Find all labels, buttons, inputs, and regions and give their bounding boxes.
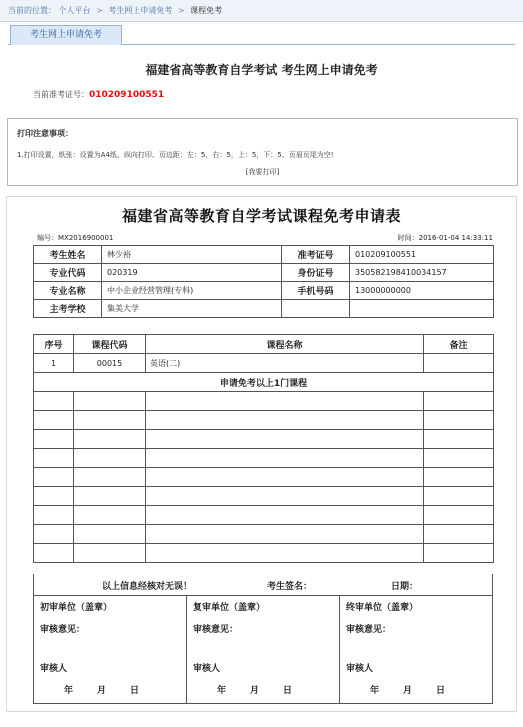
signature-label: 考生签名：: [267, 582, 313, 592]
day-label: 日: [130, 686, 140, 696]
empty-cell: [146, 392, 424, 411]
empty-cell: [146, 411, 424, 430]
ticket-number-label: 准考证号: [282, 246, 350, 264]
column-header-code: 课程代码: [74, 335, 146, 354]
month-label: 月: [97, 686, 107, 696]
phone-value: 13000000000: [350, 282, 494, 300]
approval-date: [217, 683, 316, 696]
empty-cell: [34, 449, 74, 468]
empty-cell: [34, 487, 74, 506]
table-row: [34, 487, 494, 506]
table-row: [34, 373, 494, 392]
serial-value: MX2016900001: [58, 234, 114, 242]
empty-cell: [146, 449, 424, 468]
table-row: [34, 246, 494, 264]
major-name-label: 专业名称: [34, 282, 102, 300]
course-remark: [424, 354, 494, 373]
major-name-value: 中小企业经营管理(专科): [102, 282, 282, 300]
table-row: [34, 354, 494, 373]
empty-cell: [34, 430, 74, 449]
year-label: 年: [370, 686, 380, 696]
candidate-info-table: [33, 245, 494, 318]
empty-cell: [74, 449, 146, 468]
column-header-name: 课程名称: [146, 335, 424, 354]
approval-opinion: 审核意见：: [193, 625, 239, 635]
school-value: 集美大学: [102, 300, 282, 318]
table-row: [34, 506, 494, 525]
empty-cell: [146, 430, 424, 449]
empty-cell: [146, 506, 424, 525]
approval-date: [64, 683, 163, 696]
time-label: 时间：: [397, 234, 419, 242]
course-name: 英语(二): [146, 354, 424, 373]
approval-opinion: 审核意见：: [40, 625, 86, 635]
school-label: 主考学校: [34, 300, 102, 318]
empty-cell: [74, 544, 146, 563]
table-row: [34, 544, 494, 563]
major-code-label: 专业代码: [34, 264, 102, 282]
empty-cell: [74, 392, 146, 411]
name-label: 考生姓名: [34, 246, 102, 264]
empty-cell: [34, 392, 74, 411]
ticket-value: 010209100551: [89, 90, 165, 100]
empty-cell: [424, 392, 494, 411]
column-header-no: 序号: [34, 335, 74, 354]
breadcrumb-link-personal[interactable]: 个人平台: [58, 6, 91, 15]
empty-cell: [74, 506, 146, 525]
table-row: [34, 411, 494, 430]
approval-first: [34, 596, 187, 704]
table-row: [34, 282, 494, 300]
approval-unit: 初审单位（盖章）: [40, 603, 113, 613]
time-value: 2016-01-04 14:33:11: [418, 234, 493, 242]
approval-reviewer: 审核人: [346, 664, 374, 674]
empty-cell: [282, 300, 350, 318]
approval-reviewer: 审核人: [193, 664, 221, 674]
month-label: 月: [250, 686, 260, 696]
form-title: 福建省高等教育自学考试课程免考申请表: [121, 207, 401, 225]
declaration-text: 以上信息经核对无误！: [102, 582, 193, 592]
empty-cell: [74, 430, 146, 449]
empty-cell: [146, 468, 424, 487]
breadcrumb-separator-icon: >: [177, 6, 185, 15]
empty-cell: [74, 487, 146, 506]
empty-cell: [34, 411, 74, 430]
approval-unit: 终审单位（盖章）: [346, 603, 419, 613]
print-notice: [7, 118, 518, 186]
table-row: [34, 430, 494, 449]
table-row: [34, 264, 494, 282]
empty-cell: [74, 468, 146, 487]
empty-cell: [74, 411, 146, 430]
breadcrumb-prefix: 当前的位置：: [8, 6, 56, 15]
table-row: [34, 300, 494, 318]
day-label: 日: [436, 686, 446, 696]
approval-opinion: 审核意见：: [346, 625, 392, 635]
empty-cell: [74, 525, 146, 544]
table-header-row: [34, 335, 494, 354]
approval-section: [33, 596, 493, 704]
major-code-value: 020319: [102, 264, 282, 282]
year-label: 年: [217, 686, 227, 696]
ticket-label: 当前准考证号：: [33, 90, 89, 99]
table-row: [34, 449, 494, 468]
ticket-number-value: 010209100551: [350, 246, 494, 264]
empty-cell: [34, 468, 74, 487]
empty-cell: [424, 525, 494, 544]
current-ticket: [33, 89, 164, 100]
id-number-label: 身份证号: [282, 264, 350, 282]
breadcrumb: [0, 0, 523, 22]
id-number-value: 350582198410034157: [350, 264, 494, 282]
empty-cell: [34, 506, 74, 525]
empty-cell: [424, 544, 494, 563]
page-title: 福建省高等教育自学考试 考生网上申请免考: [145, 63, 378, 77]
course-table: [33, 334, 494, 563]
table-row: [34, 525, 494, 544]
month-label: 月: [403, 686, 413, 696]
approval-final: [340, 596, 492, 704]
empty-cell: [146, 544, 424, 563]
empty-cell: [350, 300, 494, 318]
approval-unit: 复审单位（盖章）: [193, 603, 266, 613]
course-code: 00015: [74, 354, 146, 373]
form-time: [398, 233, 493, 243]
tab-apply-exemption[interactable]: 考生网上申请免考: [10, 25, 122, 45]
year-label: 年: [64, 686, 74, 696]
table-row: [34, 468, 494, 487]
breadcrumb-link-apply[interactable]: 考生网上申请免考: [108, 6, 173, 15]
apply-summary: 申请免考以上1门课程: [34, 373, 494, 392]
day-label: 日: [283, 686, 293, 696]
notice-text: 1.打印设置，纸张：设置为A4纸、纵向打印、页边距：左：5，右：5，上：5，下：5、页眉页尾为空!: [17, 151, 334, 159]
phone-label: 手机号码: [282, 282, 350, 300]
empty-cell: [146, 487, 424, 506]
empty-cell: [424, 468, 494, 487]
empty-cell: [34, 544, 74, 563]
empty-cell: [424, 487, 494, 506]
serial-number: [37, 233, 113, 243]
approval-second: [187, 596, 340, 704]
breadcrumb-current: 课程免考: [190, 6, 223, 15]
breadcrumb-separator-icon: >: [96, 6, 103, 15]
column-header-remark: 备注: [424, 335, 494, 354]
notice-title: 打印注意事项：: [17, 129, 73, 138]
serial-label: 编号：: [37, 234, 58, 242]
approval-reviewer: 审核人: [40, 664, 68, 674]
date-label: 日期：: [391, 582, 419, 592]
empty-cell: [146, 525, 424, 544]
print-button[interactable]: [我要打印]: [245, 168, 280, 176]
tab-bar: [8, 25, 515, 45]
empty-cell: [424, 430, 494, 449]
blank-rows: [34, 392, 494, 563]
course-no: 1: [34, 354, 74, 373]
empty-cell: [424, 411, 494, 430]
signature-line: [33, 574, 493, 596]
approval-date: [370, 683, 469, 696]
empty-cell: [34, 525, 74, 544]
name-value: 林少裕: [102, 246, 282, 264]
empty-cell: [424, 506, 494, 525]
empty-cell: [424, 449, 494, 468]
table-row: [34, 392, 494, 411]
